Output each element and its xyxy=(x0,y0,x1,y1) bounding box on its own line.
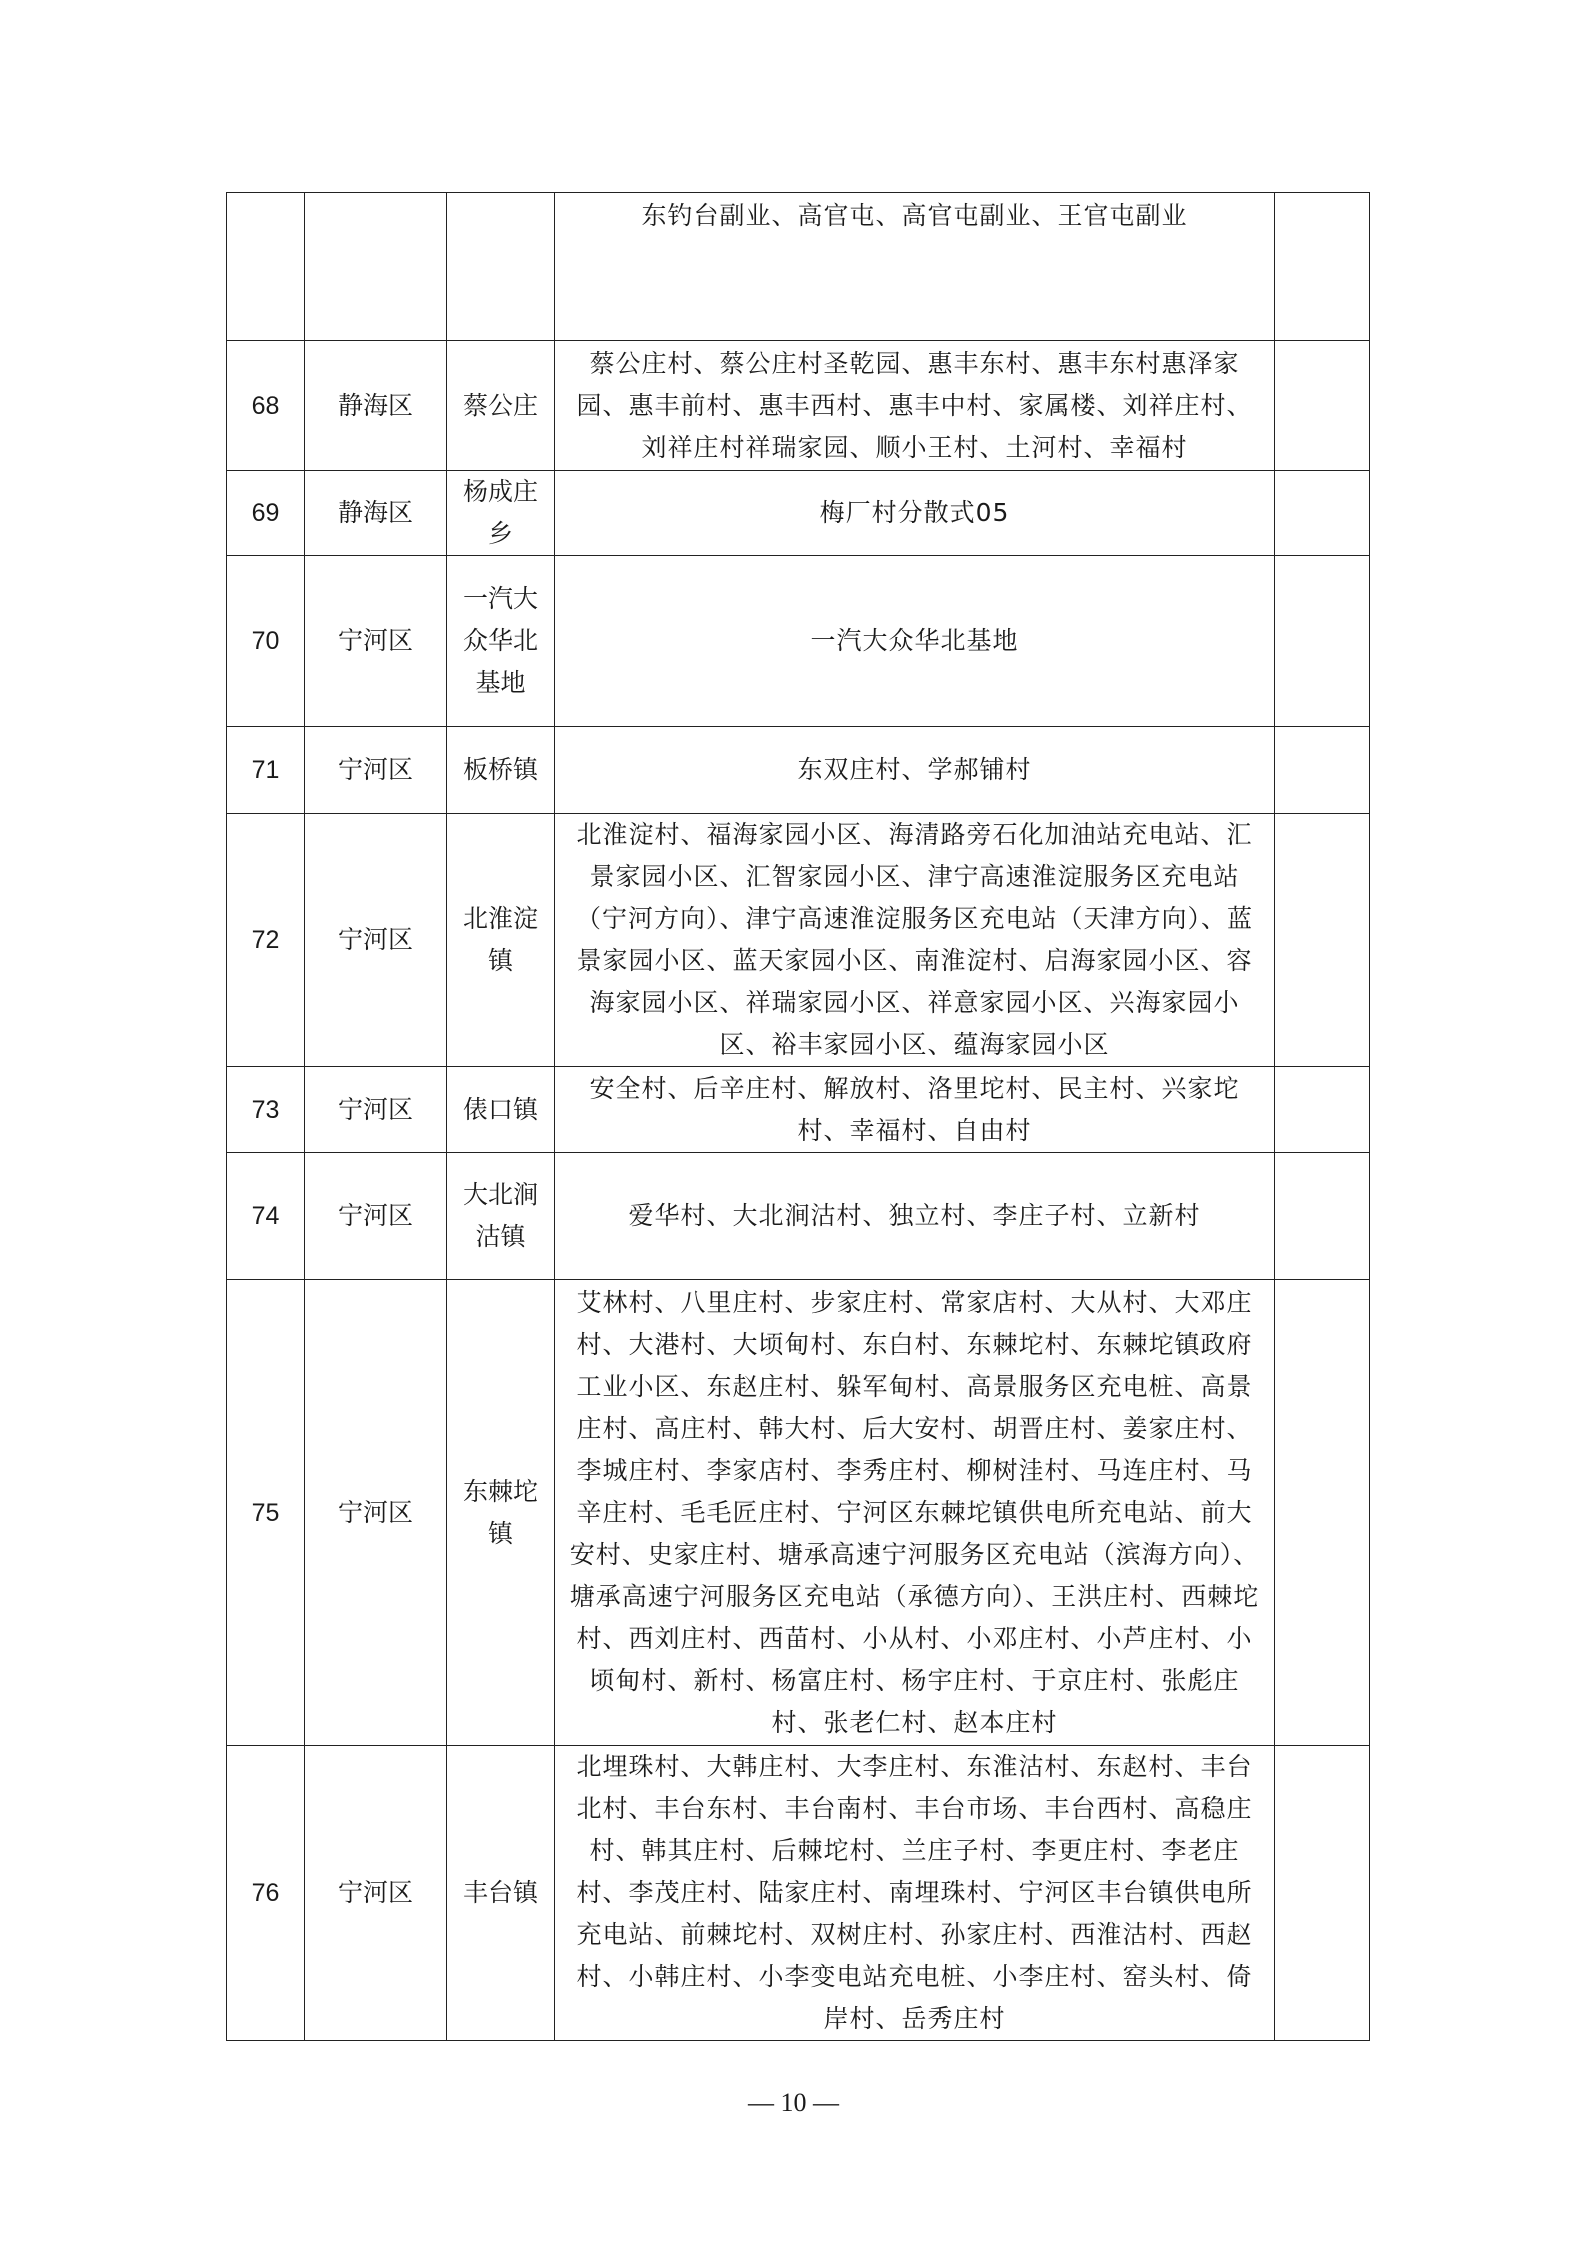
row-note xyxy=(1275,1153,1370,1280)
row-town: 北淮淀镇 xyxy=(447,814,555,1067)
row-town xyxy=(447,193,555,341)
row-note xyxy=(1275,341,1370,471)
row-village-list: 东双庄村、学郝铺村 xyxy=(555,727,1275,814)
table-row xyxy=(227,727,1370,814)
table-row xyxy=(227,1067,1370,1153)
row-district: 宁河区 xyxy=(305,1746,447,2041)
row-number xyxy=(227,193,305,341)
table-row xyxy=(227,814,1370,1067)
villages-table xyxy=(226,192,1370,2041)
row-note xyxy=(1275,1067,1370,1153)
row-number: 69 xyxy=(227,471,305,556)
table-row xyxy=(227,1153,1370,1280)
row-number: 70 xyxy=(227,556,305,727)
row-number: 74 xyxy=(227,1153,305,1280)
table-row xyxy=(227,193,1370,341)
row-district: 宁河区 xyxy=(305,1153,447,1280)
row-town: 蔡公庄 xyxy=(447,341,555,471)
row-note xyxy=(1275,1280,1370,1746)
row-village-list: 蔡公庄村、蔡公庄村圣乾园、惠丰东村、惠丰东村惠泽家园、惠丰前村、惠丰西村、惠丰中村、家属楼、刘祥庄村、刘祥庄村祥瑞家园、顺小王村、土河村、幸福村 xyxy=(555,341,1275,471)
row-town: 杨成庄乡 xyxy=(447,471,555,556)
row-district: 宁河区 xyxy=(305,814,447,1067)
row-number: 76 xyxy=(227,1746,305,2041)
row-note xyxy=(1275,1746,1370,2041)
row-note xyxy=(1275,814,1370,1067)
table-row xyxy=(227,471,1370,556)
table-row xyxy=(227,341,1370,471)
table-row xyxy=(227,556,1370,727)
row-number: 71 xyxy=(227,727,305,814)
page-number: — 10 — xyxy=(748,2088,839,2117)
table-row xyxy=(227,1280,1370,1746)
row-village-list: 梅厂村分散式05 xyxy=(555,471,1275,556)
row-note xyxy=(1275,193,1370,341)
row-district: 宁河区 xyxy=(305,1067,447,1153)
row-town: 大北涧沽镇 xyxy=(447,1153,555,1280)
row-village-list: 安全村、后辛庄村、解放村、洛里坨村、民主村、兴家坨村、幸福村、自由村 xyxy=(555,1067,1275,1153)
row-district: 宁河区 xyxy=(305,727,447,814)
row-village-list: 爱华村、大北涧沽村、独立村、李庄子村、立新村 xyxy=(555,1153,1275,1280)
row-number: 75 xyxy=(227,1280,305,1746)
row-number: 68 xyxy=(227,341,305,471)
row-district xyxy=(305,193,447,341)
row-number: 72 xyxy=(227,814,305,1067)
row-town: 板桥镇 xyxy=(447,727,555,814)
row-district: 宁河区 xyxy=(305,556,447,727)
row-village-list: 北埋珠村、大韩庄村、大李庄村、东淮沽村、东赵村、丰台北村、丰台东村、丰台南村、丰台市场、丰台西村、高稳庄村、韩其庄村、后棘坨村、兰庄子村、李更庄村、李老庄村、李茂庄村、陆家庄村、南埋珠村、宁河区丰台镇供电所充电站、前棘坨村、双树庄村、孙家庄村、西淮沽村、西赵村、小韩庄村、小李变电站充电桩、小李庄村、窑头村、倚岸村、岳秀庄村 xyxy=(555,1746,1275,2041)
row-town: 东棘坨镇 xyxy=(447,1280,555,1746)
row-village-list: 艾林村、八里庄村、步家庄村、常家店村、大从村、大邓庄村、大港村、大顷甸村、东白村、东棘坨村、东棘坨镇政府工业小区、东赵庄村、躲军甸村、高景服务区充电桩、高景庄村、高庄村、韩大村、后大安村、胡晋庄村、姜家庄村、李城庄村、李家店村、李秀庄村、柳树洼村、马连庄村、马辛庄村、毛毛匠庄村、宁河区东棘坨镇供电所充电站、前大安村、史家庄村、塘承高速宁河服务区充电站（滨海方向）、塘承高速宁河服务区充电站（承德方向）、王洪庄村、西棘坨村、西刘庄村、西苗村、小从村、小邓庄村、小芦庄村、小顷甸村、新村、杨富庄村、杨宇庄村、于京庄村、张彪庄村、张老仁村、赵本庄村 xyxy=(555,1280,1275,1746)
row-number: 73 xyxy=(227,1067,305,1153)
row-village-list: 北淮淀村、福海家园小区、海清路旁石化加油站充电站、汇景家园小区、汇智家园小区、津宁高速淮淀服务区充电站（宁河方向）、津宁高速淮淀服务区充电站（天津方向）、蓝景家园小区、蓝天家园小区、南淮淀村、启海家园小区、容海家园小区、祥瑞家园小区、祥意家园小区、兴海家园小区、裕丰家园小区、蕴海家园小区 xyxy=(555,814,1275,1067)
row-note xyxy=(1275,471,1370,556)
row-town: 俵口镇 xyxy=(447,1067,555,1153)
table-row xyxy=(227,1746,1370,2041)
row-district: 静海区 xyxy=(305,471,447,556)
row-district: 静海区 xyxy=(305,341,447,471)
row-district: 宁河区 xyxy=(305,1280,447,1746)
row-town: 丰台镇 xyxy=(447,1746,555,2041)
row-town: 一汽大众华北基地 xyxy=(447,556,555,727)
row-note xyxy=(1275,556,1370,727)
row-village-list: 东钓台副业、高官屯、高官屯副业、王官屯副业 xyxy=(555,193,1275,341)
row-note xyxy=(1275,727,1370,814)
row-village-list: 一汽大众华北基地 xyxy=(555,556,1275,727)
